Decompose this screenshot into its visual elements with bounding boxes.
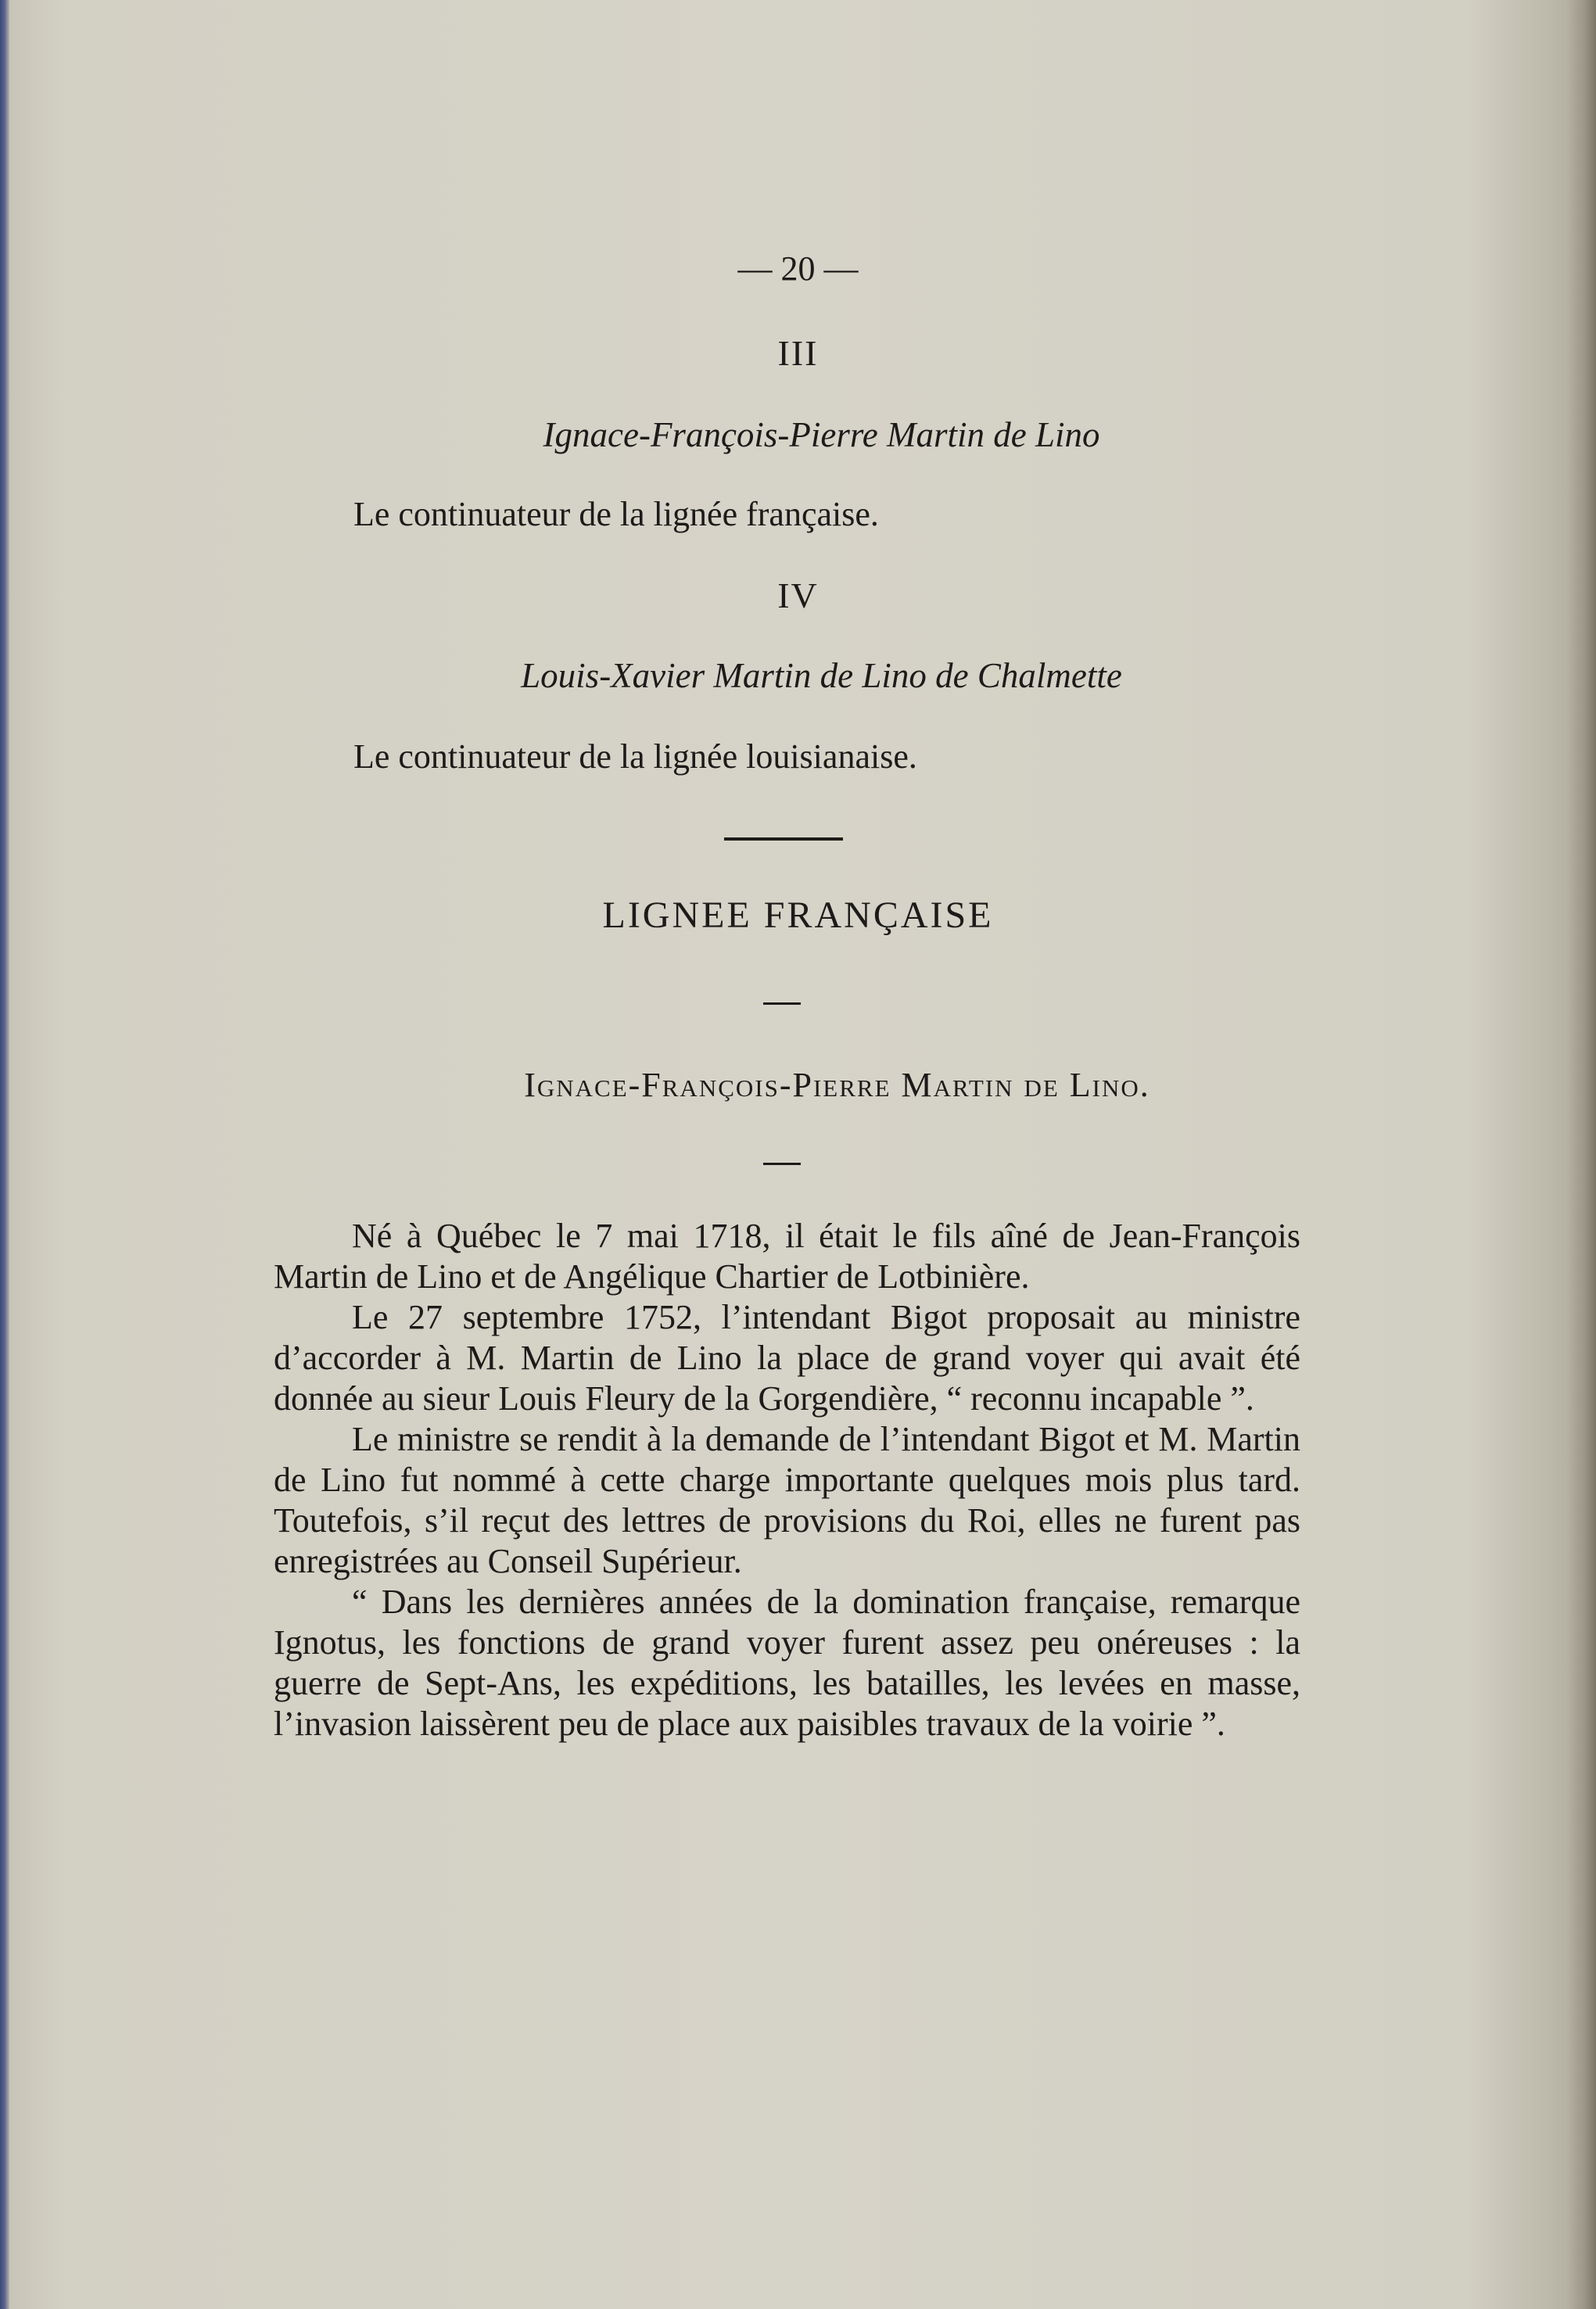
section-iv-name: Louis-Xavier Martin de Lino de Chalmette (521, 656, 1122, 695)
section-iv-description: Le continuateur de la lignée louisianaise. (353, 737, 917, 776)
body-text (274, 1216, 1300, 1744)
short-divider-top (763, 1002, 801, 1005)
paragraph: “ Dans les dernières années de la domination française, remarque Ignotus, les fonctions de grand voyer furent assez peu onéreuses : la guerre de Sept-Ans, les expéditions, les batailles, les levées en masse, l’invasion laissèrent peu de place aux paisibles travaux de la voirie ”. (274, 1583, 1300, 1743)
short-divider-bottom (763, 1163, 801, 1165)
section-numeral-iv: IV (777, 575, 819, 615)
paragraph: Né à Québec le 7 mai 1718, il était le fils aîné de Jean-François Martin de Lino et de Angélique Chartier de Lotbinière. (274, 1217, 1300, 1296)
paragraph: Le 27 septembre 1752, l’intendant Bigot proposait au ministre d’accorder à M. Martin de Lino la place de grand voyer qui avait été donnée au sieur Louis Fleury de la Gorgendière, “ reconnu incapable ”. (274, 1298, 1300, 1418)
section-numeral-iii: III (777, 333, 819, 373)
section-iii-description: Le continuateur de la lignée française. (353, 495, 879, 533)
lineage-title: LIGNEE FRANÇAISE (602, 895, 994, 936)
person-heading: Ignace-François-Pierre Martin de Lino. (524, 1066, 1150, 1104)
paragraph: Le ministre se rendit à la demande de l’intendant Bigot et M. Martin de Lino fut nommé à cette charge importante quelques mois plus tard. Toutefois, s’il reçut des lettres de provisions du Roi, elles ne furent pas enregistrées au Conseil Supérieur. (274, 1420, 1300, 1580)
page-number: — 20 — (737, 249, 859, 288)
section-iii-name: Ignace-François-Pierre Martin de Lino (543, 415, 1100, 454)
divider-rule (724, 837, 843, 841)
